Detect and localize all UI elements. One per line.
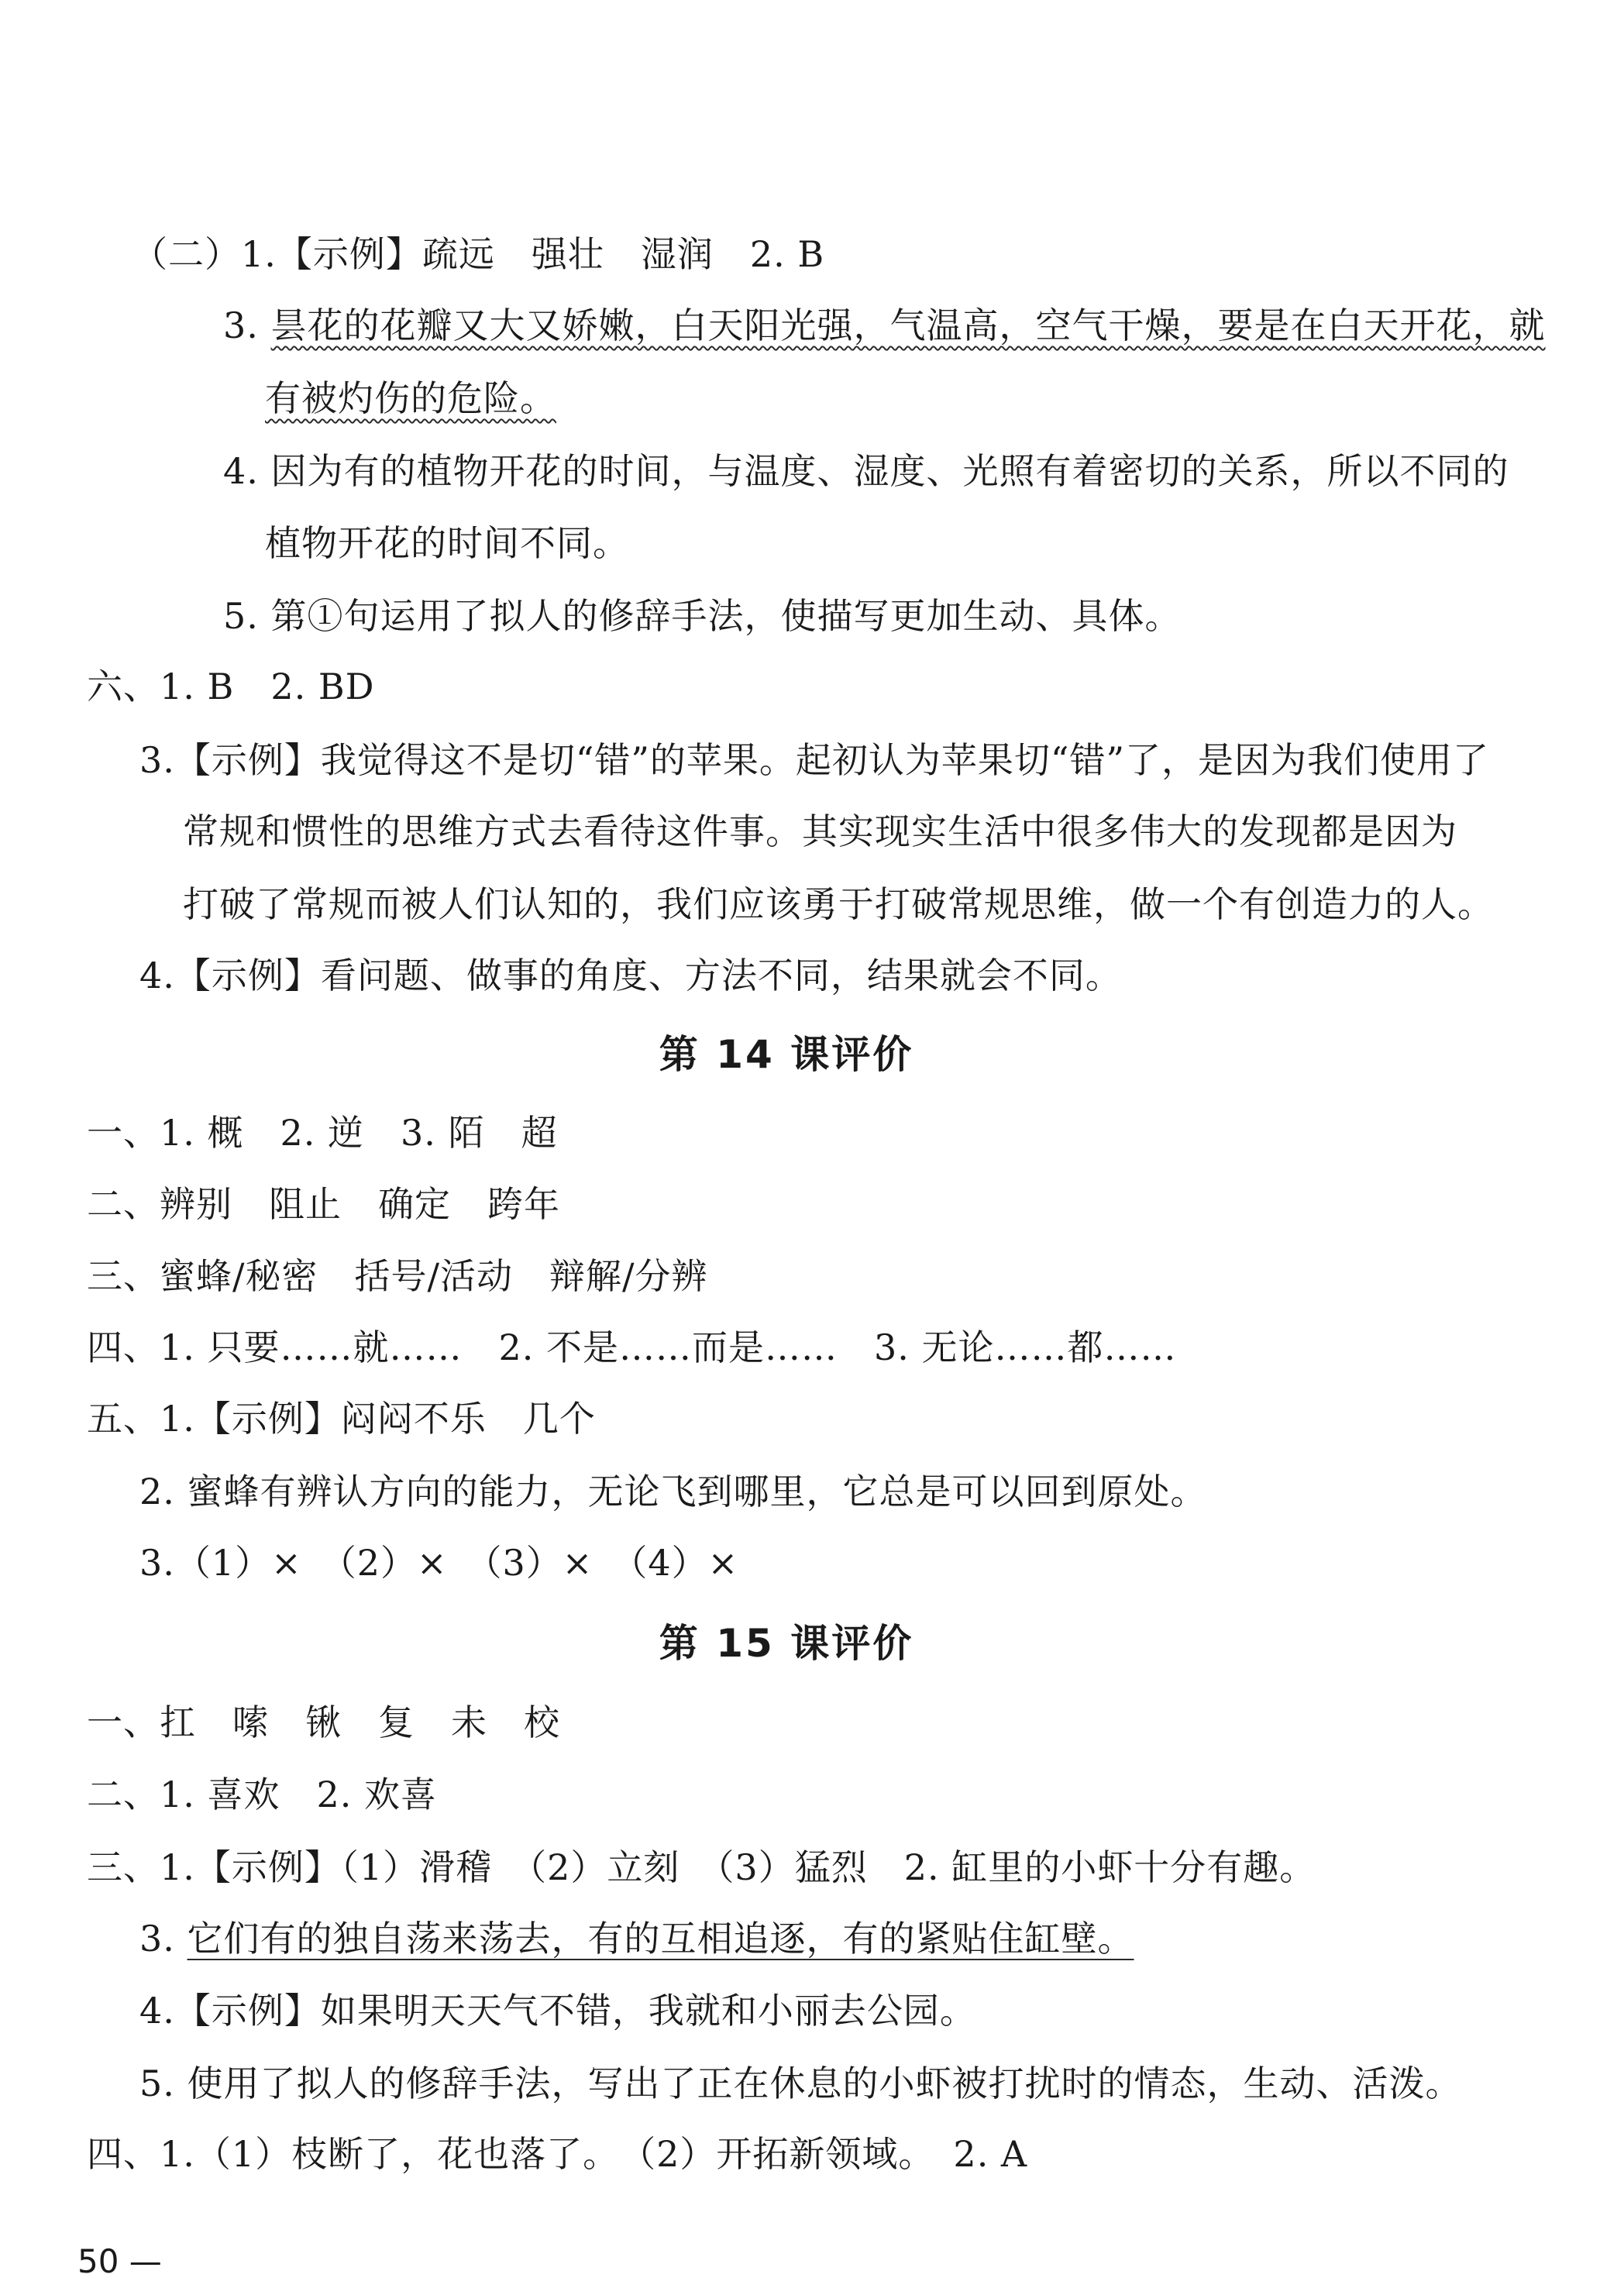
lesson14-q2: 二、辨别 阻止 确定 跨年	[87, 1183, 560, 1225]
answer-part2-q4-line1: 4. 因为有的植物开花的时间，与温度、湿度、光照有着密切的关系，所以不同的	[223, 450, 1509, 492]
answer-part2-q1: （二）1.【示例】疏远 强壮 湿润 2. B	[132, 233, 825, 275]
section-heading-lesson15: 第 15 课评价	[659, 1621, 914, 1666]
lesson15-q1: 一、扛 嗦 锹 复 未 校	[87, 1701, 560, 1743]
answer-part2-q3-line2	[265, 375, 556, 421]
lesson14-q1: 一、1. 概 2. 逆 3. 陌 超	[87, 1112, 558, 1154]
lesson15-q3-5: 5. 使用了拟人的修辞手法，写出了正在休息的小虾被打扰时的情态，生动、活泼。	[139, 2063, 1462, 2104]
lesson14-q4: 四、1. 只要……就…… 2. 不是……而是…… 3. 无论……都……	[87, 1326, 1177, 1368]
answer-part2-q5: 5. 第①句运用了拟人的修辞手法，使描写更加生动、具体。	[223, 595, 1182, 637]
answer-part6-q3-line3: 打破了常规而被人们认知的，我们应该勇于打破常规思维，做一个有创造力的人。	[183, 883, 1494, 925]
lesson14-q5-3: 3.（1）× （2）× （3）× （4）×	[139, 1542, 739, 1584]
answer-number: 3.	[223, 305, 271, 346]
answer-part6-q1: 六、1. B 2. BD	[87, 666, 375, 707]
answer-part2-q3-line1	[223, 302, 1546, 349]
lesson14-q5-1: 五、1.【示例】闷闷不乐 几个	[87, 1398, 596, 1440]
lesson15-q3-1: 三、1.【示例】（1）滑稽 （2）立刻 （3）猛烈 2. 缸里的小虾十分有趣。	[87, 1846, 1316, 1888]
section-heading-lesson14: 第 14 课评价	[659, 1032, 914, 1077]
answer-part2-q4-line2: 植物开花的时间不同。	[265, 522, 629, 564]
answer-part6-q3-line1: 3.【示例】我觉得这不是切“错”的苹果。起初认为苹果切“错”了，是因为我们使用了	[139, 739, 1489, 781]
lesson15-q4: 四、1.（1）枝断了，花也落了。 （2）开拓新领域。 2. A	[87, 2133, 1028, 2175]
lesson14-q3: 三、蜜蜂/秘密 括号/活动 辩解/分辨	[87, 1255, 708, 1297]
answer-part6-q4: 4.【示例】看问题、做事的角度、方法不同，结果就会不同。	[139, 955, 1122, 996]
lesson15-q3-3	[139, 1915, 1134, 1962]
lesson15-q3-4: 4.【示例】如果明天天气不错，我就和小丽去公园。	[139, 1990, 976, 2032]
answer-part6-q3-line2: 常规和惯性的思维方式去看待这件事。其实现实生活中很多伟大的发现都是因为	[183, 810, 1457, 852]
page-number: 50 —	[77, 2242, 162, 2280]
lesson14-q5-2: 2. 蜜蜂有辨认方向的能力，无论飞到哪里，它总是可以回到原处。	[139, 1471, 1207, 1512]
answer-number: 3.	[139, 1918, 188, 1960]
wavy-underlined-text: 有被灼伤的危险。	[265, 377, 556, 419]
lesson15-q2: 二、1. 喜欢 2. 欢喜	[87, 1774, 438, 1815]
underlined-text: 它们有的独自荡来荡去，有的互相追逐，有的紧贴住缸壁。	[187, 1918, 1134, 1960]
wavy-underlined-text: 昙花的花瓣又大又娇嫩，白天阳光强，气温高，空气干燥，要是在白天开花，就	[270, 305, 1546, 346]
